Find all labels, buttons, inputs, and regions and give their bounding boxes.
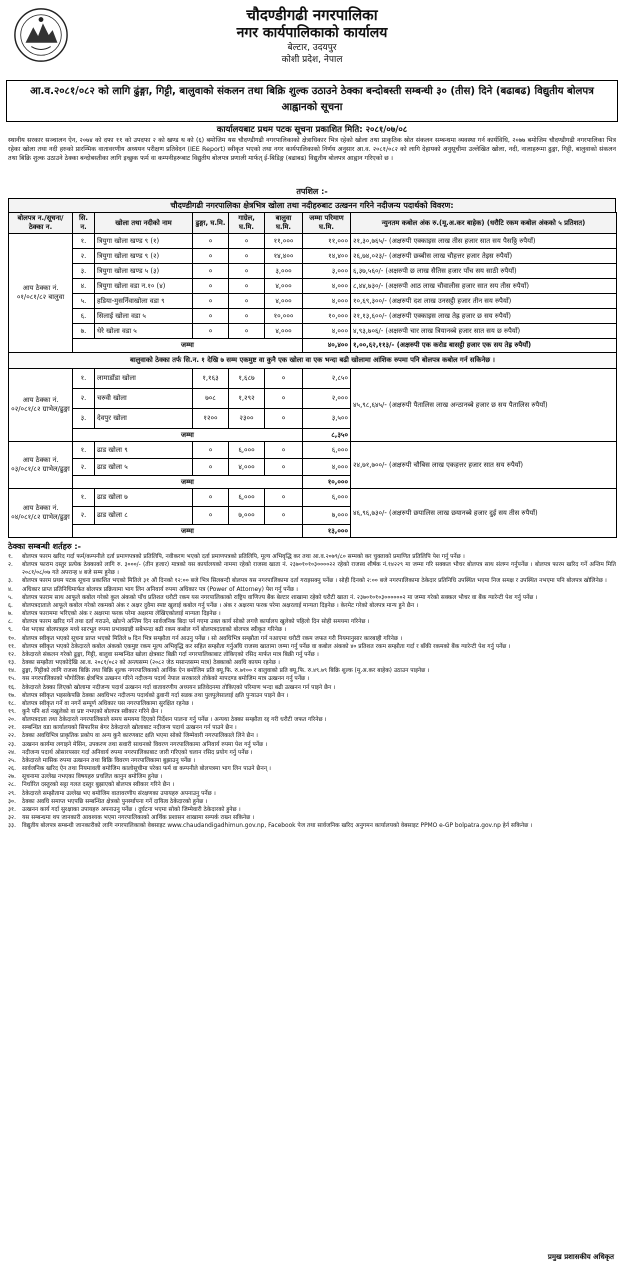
- table-header-row: [9, 213, 617, 234]
- term-text: ठेक्का सम्झौता भएकोदेखि आ.व. २०८१/०८२ को अन्त्यसम्म (२०८२ जेठ मसान्तसम्म मात्र) ठेक्काको अवधि कायम रहनेछ ।: [22, 660, 280, 667]
- term-text: ढुङ्गा, गिट्टीको लागि राजस्व बिक्रि तथा बिक्रि शुल्क नगरपालिकाको आर्थिक ऐन बमोजिम प्रति क्यू.फि. रु.७१०० र बालुवाको प्रति क्यू.फि. रु.४९.७९ बिक्रि शुल्क (मू.अ.कर बाहेक) उठाउन पाइनेछ ।: [22, 668, 430, 675]
- table-header: सि. न.: [73, 213, 95, 234]
- annex-label: तपशिल :-: [296, 187, 328, 196]
- quantity-table: [8, 212, 617, 538]
- term-number: २७.: [8, 774, 16, 781]
- term-text: बोलपत्र स्वीकृत भएको सूचना प्राप्त भएको मितिले ७ दिन भित्र सम्झौता गर्न आउनु पर्नेछ । सो अवधिभित्र सम्झौता गर्न नआएमा धरौटी रकम जफत गरी नियमानुसार कारबाही गरिनेछ ।: [22, 635, 403, 642]
- term-item: [8, 814, 616, 822]
- term-number: ५.: [8, 594, 13, 601]
- cell-stone: ०: [193, 459, 229, 476]
- cell-sand: ०: [265, 507, 303, 525]
- cell-sn: ४.: [73, 279, 95, 294]
- cell-river: त्रियुगा खोला खण्ड ९ (१): [95, 234, 193, 249]
- cell-total: ४,०००: [303, 294, 351, 309]
- term-text: बोलपत्र फारम खरिद गर्ने तथा दर्ता गराउने, खोल्ने अन्तिम दिन सार्वजनिक बिदा पर्न गएमा उक्त कार्य सोको लगत्तै कार्यालय खुलेको पहिलो दिन सोही समयमा गरिनेछ ।: [22, 619, 370, 626]
- term-item: [8, 586, 616, 594]
- cell-gravel: १,६८७: [229, 369, 265, 389]
- term-number: १९.: [8, 708, 16, 715]
- term-number: १३.: [8, 660, 16, 667]
- notice-row-text: बालुवाको ठेक्का तर्फ सि.न. १ देखि ७ सम्म एकमुष्ट वा कुनै एक खोला वा एक भन्दा बढी खोलामा आंशिक रुपमा पनि बोलपत्र कबोल गर्न सकिनेछ ।: [9, 353, 617, 369]
- table-header: ढुङ्गा, घ.मि.: [193, 213, 229, 234]
- cell-river: हडिया-मुसर्निवाखोला वडा ९: [95, 294, 193, 309]
- table-header: बोलपत्र न./सूचना/ठेक्का न.: [9, 213, 73, 234]
- term-item: [8, 798, 616, 806]
- cell-river: त्रियुगा खोला वडा न.१० (४): [95, 279, 193, 294]
- table-row: [9, 309, 617, 324]
- cell-sand: ४,०००: [265, 324, 303, 339]
- cell-stone: ०: [193, 294, 229, 309]
- cell-amount: ४,९३,७०६/- (अक्षरुपी चार लाख त्रियानब्बे हजार सात सय छ रुपैयाँ): [351, 324, 617, 339]
- term-item: [8, 602, 616, 610]
- cell-sand: ३,०००: [265, 264, 303, 279]
- table-header: खोला तथा नदीको नाम: [95, 213, 193, 234]
- cell-gravel: ०: [229, 234, 265, 249]
- cell-gravel: ०: [229, 249, 265, 264]
- term-item: [8, 700, 616, 708]
- term-text: ठेकेदारले ठेक्का लिएको खोलामा नदीजन्य पदार्थ उत्खनन गर्दा वातावरणीय अध्ययन प्रतिवेदनमा तोकिएको परिमाण भन्दा बढी उत्खनन गर्न पाइने छैन ।: [22, 684, 336, 691]
- term-text: बोलपत्र फाराम साथ आफूले कबोल गरेको कुल अंकको पाँच प्रतिशत धरौटी रकम यस नगरपालिकाको राष्ट्रिय वाणिज्य बैंक बेल्टार शाखामा रहेको धरौटी खाता नं. २३७०१०१०३००००००२ मा जम्मा गरेको सक्कल भौचर वा बैंक ग्यारेन्टी पेश गर्नु पर्नेछ ।: [22, 594, 538, 601]
- term-item: [8, 675, 616, 683]
- cell-sn: ६.: [73, 309, 95, 324]
- term-number: २२.: [8, 733, 16, 740]
- term-item: [8, 724, 616, 732]
- cell-gravel: ०: [229, 294, 265, 309]
- term-number: १७.: [8, 692, 16, 699]
- term-number: १२.: [8, 651, 16, 658]
- contract-label: आय ठेक्का नं. ०२/०८१/८२ ग्राभेल/ढुङ्गा: [9, 369, 73, 442]
- table-header: न्युनतम कबोल अंक रु.(मू.अ.कर बाहेक) (धरौटि रकम कबोल अंकको ५ प्रतिशत): [351, 213, 617, 234]
- total-row: [9, 339, 617, 353]
- term-text: पेश भएका बोलपत्रहरु मध्ये सारभूत रुपमा प्रभावग्राही सबैभन्दा बढी रकम कबोल गर्ने बोलपत्रदाताको बोलपत्र स्वीकृत गरिनेछ ।: [22, 627, 287, 634]
- cell-total: ४,०००: [303, 279, 351, 294]
- cell-amount: १०,६९,३००/- (अक्षरुपी दश लाख उनसट्ठी हजार तीन सय रुपैयाँ): [351, 294, 617, 309]
- contract-label: आय ठेक्का नं. ०४/०८१/८२ ग्राभेल/ढुङ्गा: [9, 489, 73, 538]
- cell-amount: २४,७१,७००/- (अक्षरुपी चौबिस लाख एकहत्तर हजार सात सय रुपैयाँ): [351, 442, 617, 489]
- cell-sn: १.: [73, 234, 95, 249]
- cell-river: ढाड खोला ९: [95, 442, 193, 459]
- term-item: [8, 684, 616, 692]
- cell-river: सिलाई खोला वडा ५: [95, 309, 193, 324]
- term-number: ४.: [8, 586, 13, 593]
- cell-stone: ०: [193, 279, 229, 294]
- cell-gravel: ७,०००: [229, 507, 265, 525]
- cell-sand: ११,०००: [265, 234, 303, 249]
- term-number: ३.: [8, 578, 13, 585]
- cell-gravel: ०: [229, 264, 265, 279]
- cell-total: २,०००: [303, 389, 351, 409]
- cell-river: धेरे खोला वडा ५: [95, 324, 193, 339]
- cell-sn: १.: [73, 489, 95, 507]
- total-qty: ८,३५०: [303, 429, 351, 442]
- term-number: ९.: [8, 627, 13, 634]
- term-item: [8, 635, 616, 643]
- cell-sand: ०: [265, 459, 303, 476]
- term-text: सूचनामा उल्लेख नभएका विषयहरु प्रचलित कानुन बमोजिम हुनेछ ।: [22, 774, 163, 781]
- total-qty: ४०,४००: [303, 339, 351, 353]
- cell-gravel: ०: [229, 279, 265, 294]
- term-item: [8, 594, 616, 602]
- cell-stone: ०: [193, 264, 229, 279]
- cell-sn: १.: [73, 369, 95, 389]
- cell-river: त्रियुगा खोला खण्ड ५ (३): [95, 264, 193, 279]
- signature-designation: प्रमुख प्रशासकीय अधिकृत: [547, 1253, 614, 1261]
- office-province: कोशी प्रदेश, नेपाल: [281, 55, 343, 65]
- term-number: २४.: [8, 749, 16, 756]
- term-text: निर्धारित दस्तुरको सट्टा गलत दस्तुर बुझाएको बोलपत्र स्वीकार गरिने छैन ।: [22, 782, 175, 789]
- cell-sn: ७.: [73, 324, 95, 339]
- term-number: २५.: [8, 757, 16, 764]
- table-row: [9, 369, 617, 389]
- term-number: १.: [8, 554, 13, 560]
- term-number: २.: [8, 562, 13, 569]
- term-text: बोलपत्र स्वीकृत भएको ठेकेदारले कबोल अंकको एकमुष्ट रकम मूल्य अभिवृद्धि कर सहित सम्झौता गर्नुअघि राजस्व खातामा जम्मा गर्नु पर्नेछ वा कबोल अंकको ४० प्रतिशत रकम सम्झौता गर्दा र बाँकी रकमको बैंक ग्यारेन्टी पेश गर्नु पर्नेछ ।: [22, 643, 511, 650]
- table-row: [9, 249, 617, 264]
- term-number: १५.: [8, 676, 16, 683]
- term-item: [8, 577, 616, 585]
- municipality-name: चौदण्डीगढी नगरपालिका: [246, 6, 378, 24]
- cell-sn: २.: [73, 459, 95, 476]
- cell-sand: ०: [265, 489, 303, 507]
- cell-sand: १४,४००: [265, 249, 303, 264]
- cell-total: ६,०००: [303, 442, 351, 459]
- term-text: ठेक्का अवधि समाप्त भएपछि सम्बन्धित क्षेत्रको पुनर्स्थापना गर्ने दायित्व ठेकेदारको हुनेछ ।: [22, 798, 208, 805]
- term-item: [8, 692, 616, 700]
- cell-river: चरुवी खोला: [95, 389, 193, 409]
- cell-total: ७,०००: [303, 507, 351, 525]
- cell-sand: ०: [265, 389, 303, 409]
- letterhead: [0, 0, 624, 80]
- cell-river: लामाडाँडा खोला: [95, 369, 193, 389]
- cell-total: ४,०००: [303, 324, 351, 339]
- notice-title: आ.व.२०८१/०८२ को लागि ढुंङ्गा, गिट्टी, बालुवाको संकलन तथा बिक्रि शुल्क उठाउने ठेक्का बन्दोबस्ती सम्बन्धी ३० (तीस) दिने (बढाबढ) विद्युतीय बोलपत्र आह्वानको सूचना: [6, 80, 618, 122]
- contract-label: आय ठेक्का नं. ०३/०८१/८२ ग्राभेल/ढुङ्गा: [9, 442, 73, 489]
- cell-river: देवपुर खोला: [95, 409, 193, 429]
- cell-river: त्रियुगा खोला खण्ड ९ (२): [95, 249, 193, 264]
- term-item: [8, 553, 616, 561]
- cell-gravel: ०: [229, 324, 265, 339]
- cell-sand: १०,०००: [265, 309, 303, 324]
- term-item: [8, 773, 616, 781]
- term-number: १६.: [8, 684, 16, 691]
- total-label: जम्मा: [73, 525, 303, 538]
- cell-amount: ८,४४,७३०/- (अक्षरुपी आठ लाख चौवालीस हजार सात सय तीस रुपैयाँ): [351, 279, 617, 294]
- term-text: बोलपत्रदाताले आफूले कबोल गरेको रकमको अंक र अक्षर दुवैमा स्पष्ट खुलाई कबोल गर्नु पर्नेछ । अंक र अक्षरमा फरक परेमा अक्षरलाई मान्यता दिइनेछ । केरमेट गरेको बोलपत्र मान्य हुने छैन ।: [22, 602, 419, 609]
- term-number: १०.: [8, 635, 16, 642]
- table-title: चौदण्डीगढी नगरपालिका क्षेत्रभित्र खोला तथा नदीहरुबाट उत्खनन गरिने नदीजन्य पदार्थको विवरण:: [8, 198, 616, 212]
- office-address: बेल्टार, उदयपुर: [287, 43, 337, 53]
- term-number: ८.: [8, 619, 13, 626]
- term-item: [8, 741, 616, 749]
- cell-sn: ३.: [73, 409, 95, 429]
- total-qty: १३,०००: [303, 525, 351, 538]
- cell-stone: ०: [193, 249, 229, 264]
- term-text: बोलपत्र फारम प्रथम पटक सूचना प्रकाशित भएको मितिले ३१ औं दिनको १२:०० बजे भित्र सिलबन्दी बोलपत्र यस नगरपालिकामा दर्ता गराइसक्नु पर्नेछ । सोही दिनको २:०० बजे नगरपालिकामा ठेकेदार प्रतिनिधि उपस्थित भएमा निज समक्ष र उपस्थित नभएमा पनि बोलपत्र खोलिनेछ ।: [22, 578, 607, 585]
- term-item: [8, 610, 616, 618]
- term-number: २१.: [8, 725, 16, 732]
- term-text: ठेकेदारले मासिक रुपमा उत्खनन तथा बिक्रि विवरण नगरपालिकामा बुझाउनु पर्नेछ ।: [22, 757, 196, 764]
- cell-sand: ४,०००: [265, 294, 303, 309]
- term-item: [8, 757, 616, 765]
- cell-amount: ६,३७,५६०/- (अक्षरुपी छ लाख सैतिस हजार पाँच सय साठी रुपैयाँ): [351, 264, 617, 279]
- cell-total: १४,४००: [303, 249, 351, 264]
- cell-sn: ३.: [73, 264, 95, 279]
- cell-total: ३,५००: [303, 409, 351, 429]
- term-number: ३०.: [8, 798, 16, 805]
- cell-total: ४,०००: [303, 459, 351, 476]
- table-row: [9, 324, 617, 339]
- cell-amount: २६,७४,०२३/- (अक्षरुपी छब्बीस लाख चौहत्तर हजार तेइस रुपैयाँ): [351, 249, 617, 264]
- office-name: नगर कार्यपालिकाको कार्यालय: [236, 25, 388, 41]
- cell-sand: ४,०००: [265, 279, 303, 294]
- table-header: जम्मा परिमाण घ.मि.: [303, 213, 351, 234]
- cell-sn: १.: [73, 442, 95, 459]
- cell-stone: ०: [193, 442, 229, 459]
- cell-sn: २.: [73, 249, 95, 264]
- term-number: ३३.: [8, 823, 16, 830]
- term-number: २६.: [8, 766, 16, 773]
- total-amount: १,००,६२,११३/- (अक्षरुपी एक करोड बासट्ठी हजार एक सय तेह्र रुपैयाँ): [351, 339, 617, 353]
- term-item: [8, 765, 616, 773]
- table-header: गाग्रेल, घ.मि.: [229, 213, 265, 234]
- cell-amount: २१,३०,७६५/- (अक्षरुपी एक्काइस लाख तीस हजार सात सय पैसठ्ठि रुपैयाँ): [351, 234, 617, 249]
- notice-row: [9, 353, 617, 369]
- term-item: [8, 806, 616, 814]
- publish-date: कार्यालयबाट प्रथम पटक सूचना प्रकाशित मिति: २०८१/०७/०८: [216, 125, 408, 135]
- term-text: यस नगरपालिकाको भौगोलिक क्षेत्रभित्र उत्खनन गरिने नदीजन्य पदार्थ नेपाल सरकारले तोकेको मापदण्ड बमोजिम मात्र उत्खनन गर्नु पर्नेछ ।: [22, 676, 310, 683]
- term-item: [8, 749, 616, 757]
- total-label: जम्मा: [73, 339, 303, 353]
- table-row: [9, 234, 617, 249]
- cell-sn: २.: [73, 507, 95, 525]
- cell-sand: ०: [265, 409, 303, 429]
- term-text: उत्खनन कार्यमा लगाइने मेसिन, उपकरण तथा सवारी साधनको विवरण नगरपालिकामा अनिवार्य रुपमा पेश गर्नु पर्नेछ ।: [22, 741, 268, 748]
- term-number: २९.: [8, 790, 16, 797]
- cell-gravel: ६,०००: [229, 489, 265, 507]
- term-number: १८.: [8, 700, 16, 707]
- cell-gravel: २३००: [229, 409, 265, 429]
- term-text: ठेकेदारले संकलन गरेको ढुङ्गा, गिट्टी, बालुवा सम्बन्धित खोला क्षेत्रबाट बिक्री गर्दा नगरपालिकाबाट तोकिएको रसिद मार्फत मात्र बिक्री गर्नु पर्नेछ ।: [22, 651, 319, 658]
- term-number: १४.: [8, 668, 16, 675]
- cell-gravel: १,२९२: [229, 389, 265, 409]
- cell-gravel: ४,०००: [229, 459, 265, 476]
- term-number: ७.: [8, 611, 13, 618]
- term-text: कुनै पनि शर्त नखुलेको वा प्रष्ट नभएको बोलपत्र स्वीकार गरिने छैन ।: [22, 708, 163, 715]
- cell-sand: ०: [265, 369, 303, 389]
- term-text: ठेक्का अवधिभित्र प्राकृतिक प्रकोप वा अन्य कुनै कारणबाट क्षति भएमा सोको जिम्मेवारी नगरपालिकाले लिने छैन ।: [22, 733, 258, 740]
- cell-sn: २.: [73, 389, 95, 409]
- cell-stone: ०: [193, 234, 229, 249]
- intro-paragraph: स्थानीय सरकार सञ्चालन ऐन, २०७४ को दफा ११ को उपदफा २ को खण्ड थ को (६) बमोजिम यस चौदण्डीगढी नगरपालिकाको क्षेत्राधिकार भित्र रहेको खोला तथा प्राकृतिक स्रोत संकलन सम्बन्धमा व्यवस्था गर्न कार्यविधि, २०७७ बमोजिम चौदण्डीगढी नगरपालिका भित्र रहेका खोला तथा नदी हरुको प्रारम्भिक वातावरणीय अध्ययन परीक्षण प्रतिवेदन (IEE Report) स्वीकृत भएको तथा नगर कार्यपालिकाको निर्णय अनुसार आ.व. २०८१/०८२ को लागि देहायको अनुसूचीमा उल्लेखित खोला, नदी, नालाहरूमा ढुङ्गा, गिट्टी, बालुवाको संकलन तथा बिक्रि शुल्क उठाउने ठेक्का बन्दोबस्तीका लागि इच्छुक फर्म वा कम्पनीहरूबाट विद्युतीय बोलपत्र प्रणाली मार्फत् ई-बिडिङ्ग (बढाबढ) विद्युतीय बोलपत्र आह्वान गरिएको छ ।: [8, 137, 616, 163]
- table-row: [9, 294, 617, 309]
- term-text: सार्वजनिक खरिद ऐन तथा नियमावली बमोजिम कालोसूचीमा परेका फर्म वा कम्पनीले बोलपत्रमा भाग लिन पाउने छैनन् ।: [22, 766, 272, 773]
- terms-list: [0, 553, 624, 830]
- term-item: [8, 732, 616, 740]
- cell-stone: १,१६३: [193, 369, 229, 389]
- term-text: बोलपत्रदाता तथा ठेकेदारले नगरपालिकाले समय समयमा दिएको निर्देशन पालना गर्नु पर्नेछ । अन्यथा ठेक्का सम्झौता रद्द गरी धरौटी जफत गरिनेछ ।: [22, 717, 327, 724]
- term-item: [8, 651, 616, 659]
- table-row: [9, 442, 617, 459]
- term-text: ठेकेदारले सम्झौतामा उल्लेख भए बमोजिम वातावरणीय संरक्षणका उपायहरु अपनाउनु पर्नेछ ।: [22, 790, 216, 797]
- cell-amount: २१,१३,६००/- (अक्षरुपी एक्काइस लाख तेह्र हजार छ सय रुपैयाँ): [351, 309, 617, 324]
- contract-label: आय ठेक्का नं. ०१/०८१/८२ बालुवा: [9, 234, 73, 353]
- total-label: जम्मा: [73, 429, 303, 442]
- term-text: बोलपत्र स्वीकृत भइसकेपछि ठेक्का अवधिभर नदीजन्य पदार्थको ढुवानी गर्दा सडक तथा पुलपुलेसालाई क्षति पुर्‍याउन पाइने छैन ।: [22, 692, 289, 699]
- cell-river: ढाड खोला ५: [95, 459, 193, 476]
- cell-amount: ४५,९८,६४५/- (अक्षरुपी पैतालिस लाख अन्ठानब्बे हजार छ सय पैतालिस रुपैयाँ): [351, 369, 617, 442]
- total-qty: १०,०००: [303, 476, 351, 489]
- term-text: बोलपत्र फारम खरिद गर्दा फर्म/कम्पनीले दर्ता प्रमाणपत्रको प्रतिलिपि, नवीकरण भएको दर्ता प्रमाणपत्रको प्रतिलिपि, मूल्य अभिवृद्धि कर तथा आ.व.२०७९/८० सम्मको कर चुक्ताको प्रमाणित प्रतिलिपि पेश गर्नु पर्नेछ ।: [22, 554, 465, 560]
- table-row: [9, 279, 617, 294]
- table-row: [9, 489, 617, 507]
- terms-title: ठेक्का सम्बन्धी शर्तहरु :-: [8, 542, 81, 551]
- term-number: २३.: [8, 741, 16, 748]
- term-number: ३१.: [8, 806, 16, 813]
- cell-river: ढाड खोला ७: [95, 489, 193, 507]
- term-item: [8, 822, 616, 830]
- term-item: [8, 618, 616, 626]
- term-text: सम्बन्धित वडा कार्यालयको सिफारिस बेगर ठेकेदारले खोलाबाट नदीजन्य पदार्थ उत्खनन गर्न पाउने छैन ।: [22, 725, 237, 732]
- term-item: [8, 659, 616, 667]
- cell-river: ढाड खोला ८: [95, 507, 193, 525]
- term-item: [8, 626, 616, 634]
- cell-gravel: ०: [229, 309, 265, 324]
- cell-stone: ०: [193, 309, 229, 324]
- term-text: नदीजन्य पदार्थ ओसारपसार गर्दा अनिवार्य रुपमा नगरपालिकाबाट जारी गरिएको चलान रसिद प्रयोग गर्नु पर्नेछ ।: [22, 749, 253, 756]
- term-text: यस सम्बन्धमा थप जानकारी आवश्यक भएमा नगरपालिकाको आर्थिक प्रशासन शाखामा सम्पर्क राख्न सकिनेछ ।: [22, 815, 255, 821]
- cell-stone: १२००: [193, 409, 229, 429]
- total-label: जम्मा: [73, 476, 303, 489]
- term-text: बोलपत्र फाराममा भरिएको अंक र अक्षरमा फरक परेमा अक्षरमा लेखिएकोलाई मान्यता दिइनेछ ।: [22, 611, 221, 618]
- cell-stone: ०: [193, 489, 229, 507]
- term-text: अधिकार प्राप्त प्रतिनिधिमार्फत बोलपत्र प्रक्रियामा भाग लिन अनिवार्य रुपमा अधिकार पत्र (Power of Attorney) पेश गर्नु पर्नेछ ।: [22, 586, 298, 593]
- term-item: [8, 716, 616, 724]
- term-text: उत्खनन कार्य गर्दा सुरक्षाका उपायहरु अपनाउनु पर्नेछ । दुर्घटना भएमा सोको जिम्मेवारी ठेकेदारको हुनेछ ।: [22, 806, 241, 813]
- cell-amount: ४६,९६,७३०/- (अक्षरुपी छयालिस लाख छयानब्बे हजार दुई सय तीस रुपैयाँ): [351, 489, 617, 538]
- cell-total: २,८५०: [303, 369, 351, 389]
- term-item: [8, 643, 616, 651]
- cell-total: १०,०००: [303, 309, 351, 324]
- table-row: [9, 264, 617, 279]
- cell-total: ११,०००: [303, 234, 351, 249]
- table-header: बालुवा घ.मि.: [265, 213, 303, 234]
- cell-stone: ०: [193, 507, 229, 525]
- term-item: [8, 790, 616, 798]
- term-item: [8, 667, 616, 675]
- term-text: विद्युतीय बोलपत्र सम्बन्धी जानकारीको लागि नगरपालिकाको वेबसाइट www.chaudandigadhimun.gov.np, Facebook पेज तथा सार्वजनिक खरिद अनुगमन कार्यालयको वेबसाइट PPMO e-GP bolpatra.gov.np हेर्न सकिनेछ ।: [22, 823, 533, 830]
- term-item: [8, 708, 616, 716]
- cell-stone: ७०८: [193, 389, 229, 409]
- cell-total: ३,०००: [303, 264, 351, 279]
- cell-total: ६,०००: [303, 489, 351, 507]
- term-item: [8, 561, 616, 577]
- term-item: [8, 781, 616, 789]
- cell-sand: ०: [265, 442, 303, 459]
- nepal-emblem-icon: [12, 6, 70, 64]
- term-number: ६.: [8, 602, 13, 609]
- term-number: ११.: [8, 643, 16, 650]
- term-number: २८.: [8, 782, 16, 789]
- term-number: ३२.: [8, 815, 16, 821]
- term-number: २०.: [8, 717, 16, 724]
- term-text: बोलपत्र फाराम दस्तुर प्रत्येक ठेक्काको लागि रु. ३०००/- (तीन हजार) मात्रको यस कार्यालयको नाममा रहेको राजस्व खाता नं. २३७०१०१०३००००२२ रहेको राजस्व शीर्षक नं.१४२२९ मा जम्मा गरि सक्कल भौचर बोलपत्र साथ संलग्न गर्नुपर्नेछ । बोलपत्र फारम खरिद गर्ने अन्तिम मिति २०८१/०८/०७ गते अपरान्ह ४ बजे सम्म हुनेछ ।: [22, 562, 616, 577]
- cell-gravel: ६,०००: [229, 442, 265, 459]
- cell-sn: ५.: [73, 294, 95, 309]
- term-text: बोलपत्र स्वीकृत गर्ने वा नगर्ने सम्पूर्ण अधिकार यस नगरपालिकामा सुरक्षित रहनेछ ।: [22, 700, 194, 707]
- cell-stone: ०: [193, 324, 229, 339]
